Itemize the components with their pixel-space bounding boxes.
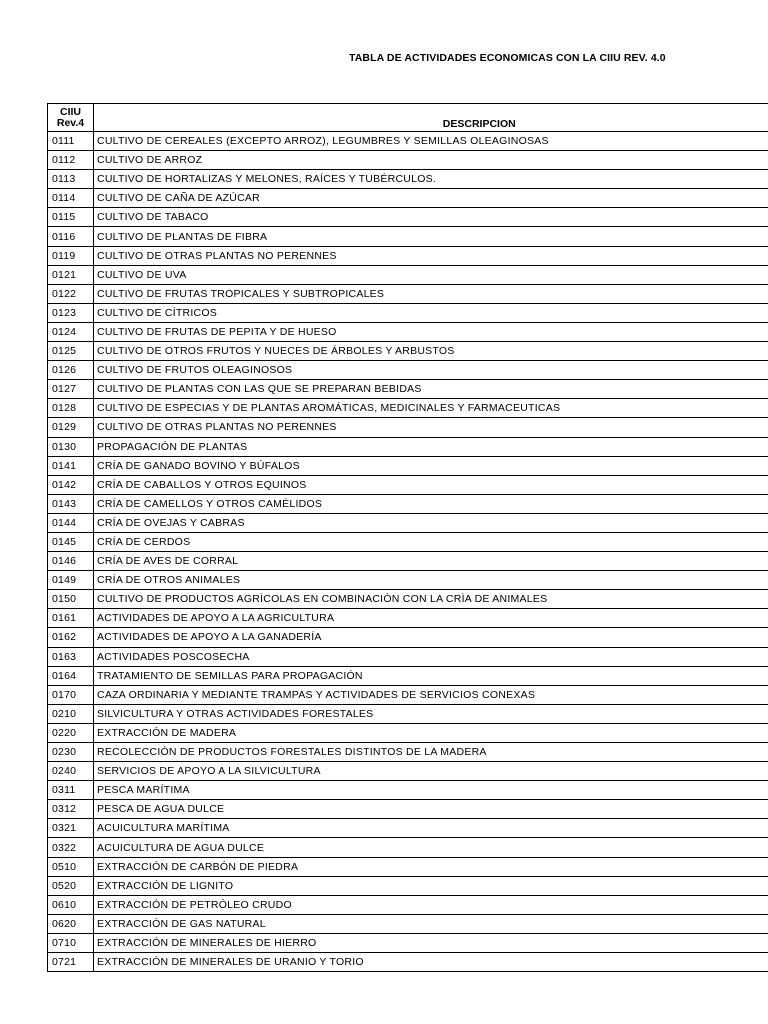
table-row	[48, 303, 768, 322]
table-row	[48, 246, 768, 265]
ciiu-code-cell: 0141	[48, 456, 94, 475]
table-row	[48, 781, 768, 800]
table-row	[48, 609, 768, 628]
table-row	[48, 857, 768, 876]
table-row	[48, 494, 768, 513]
ciiu-code-cell: 0162	[48, 628, 94, 647]
ciiu-code-cell: 0127	[48, 380, 94, 399]
column-header-code-line2: Rev.4	[56, 117, 85, 129]
table-row	[48, 170, 768, 189]
table-row	[48, 914, 768, 933]
table-header-row	[48, 104, 768, 132]
table-row	[48, 284, 768, 303]
activity-description-cell: CULTIVO DE OTRAS PLANTAS NO PERENNES	[94, 418, 768, 437]
ciiu-code-cell: 0145	[48, 532, 94, 551]
activity-description-cell: CRÍA DE CAMELLOS Y OTROS CAMÉLIDOS	[94, 494, 768, 513]
activity-description-cell: ACUICULTURA MARÍTIMA	[94, 819, 768, 838]
ciiu-code-cell: 0163	[48, 647, 94, 666]
table-row	[48, 838, 768, 857]
activity-description-cell: CULTIVO DE OTRAS PLANTAS NO PERENNES	[94, 246, 768, 265]
ciiu-code-cell: 0142	[48, 475, 94, 494]
ciiu-code-cell: 0112	[48, 151, 94, 170]
ciiu-code-cell: 0121	[48, 265, 94, 284]
activity-description-cell: CULTIVO DE FRUTOS OLEAGINOSOS	[94, 361, 768, 380]
table-row	[48, 456, 768, 475]
activity-description-cell: RECOLECCIÓN DE PRODUCTOS FORESTALES DISTINTOS DE LA MADERA	[94, 743, 768, 762]
table-row	[48, 418, 768, 437]
activity-description-cell: PESCA MARÍTIMA	[94, 781, 768, 800]
activity-description-cell: SERVICIOS DE APOYO A LA SILVICULTURA	[94, 762, 768, 781]
ciiu-code-cell: 0520	[48, 876, 94, 895]
table-row	[48, 571, 768, 590]
table-body	[48, 132, 768, 972]
ciiu-code-cell: 0128	[48, 399, 94, 418]
activity-description-cell: CRÍA DE CERDOS	[94, 532, 768, 551]
table-row	[48, 475, 768, 494]
activity-description-cell: CULTIVO DE ARROZ	[94, 151, 768, 170]
table-row	[48, 666, 768, 685]
activity-description-cell: PESCA DE AGUA DULCE	[94, 800, 768, 819]
table-row	[48, 532, 768, 551]
activity-description-cell: CULTIVO DE CÍTRICOS	[94, 303, 768, 322]
activity-description-cell: ACTIVIDADES DE APOYO A LA GANADERÍA	[94, 628, 768, 647]
activity-description-cell: EXTRACCIÓN DE LIGNITO	[94, 876, 768, 895]
table-row	[48, 399, 768, 418]
column-header-code	[48, 104, 94, 132]
activity-description-cell: CULTIVO DE PRODUCTOS AGRÌCOLAS EN COMBINACIÒN CON LA CRÌA DE ANIMALES	[94, 590, 768, 609]
activity-description-cell: PROPAGACIÓN DE PLANTAS	[94, 437, 768, 456]
table-row	[48, 552, 768, 571]
activity-description-cell: SILVICULTURA Y OTRAS ACTIVIDADES FORESTALES	[94, 704, 768, 723]
column-header-code-line1: CIIU	[60, 106, 81, 118]
ciiu-code-cell: 0150	[48, 590, 94, 609]
table-header	[48, 104, 768, 132]
ciiu-code-cell: 0721	[48, 953, 94, 972]
table-row	[48, 208, 768, 227]
table-row	[48, 227, 768, 246]
activity-description-cell: CULTIVO DE ESPECIAS Y DE PLANTAS AROMÁTICAS, MEDICINALES Y FARMACEUTICAS	[94, 399, 768, 418]
ciiu-code-cell: 0125	[48, 342, 94, 361]
ciiu-code-cell: 0210	[48, 704, 94, 723]
activity-description-cell: CULTIVO DE FRUTAS TROPICALES Y SUBTROPICALES	[94, 284, 768, 303]
ciiu-code-cell: 0113	[48, 170, 94, 189]
ciiu-code-cell: 0620	[48, 914, 94, 933]
table-row	[48, 361, 768, 380]
table-row	[48, 151, 768, 170]
activity-description-cell: CRÍA DE OVEJAS Y CABRAS	[94, 513, 768, 532]
table-row	[48, 953, 768, 972]
ciiu-code-cell: 0321	[48, 819, 94, 838]
ciiu-code-cell: 0143	[48, 494, 94, 513]
activity-description-cell: CRÍA DE AVES DE CORRAL	[94, 552, 768, 571]
ciiu-code-cell: 0710	[48, 933, 94, 952]
ciiu-code-cell: 0220	[48, 723, 94, 742]
table-row	[48, 685, 768, 704]
ciiu-code-cell: 0322	[48, 838, 94, 857]
table-row	[48, 380, 768, 399]
activity-description-cell: CRÍA DE CABALLOS Y OTROS EQUINOS	[94, 475, 768, 494]
activity-description-cell: TRATAMIENTO DE SEMILLAS PARA PROPAGACIÓN	[94, 666, 768, 685]
table-row	[48, 590, 768, 609]
ciiu-code-cell: 0130	[48, 437, 94, 456]
ciiu-code-cell: 0161	[48, 609, 94, 628]
table-row	[48, 895, 768, 914]
activity-description-cell: CULTIVO DE FRUTAS DE PEPITA Y DE HUESO	[94, 322, 768, 341]
column-header-description: DESCRIPCION	[94, 104, 768, 132]
ciiu-code-cell: 0230	[48, 743, 94, 762]
ciiu-code-cell: 0149	[48, 571, 94, 590]
activity-description-cell: CULTIVO DE TABACO	[94, 208, 768, 227]
table-row	[48, 342, 768, 361]
table-row	[48, 800, 768, 819]
activity-description-cell: EXTRACCIÓN DE GAS NATURAL	[94, 914, 768, 933]
table-row	[48, 762, 768, 781]
activity-description-cell: ACTIVIDADES POSCOSECHA	[94, 647, 768, 666]
table-row	[48, 189, 768, 208]
ciiu-code-cell: 0510	[48, 857, 94, 876]
activity-description-cell: EXTRACCIÓN DE PETRÓLEO CRUDO	[94, 895, 768, 914]
ciiu-code-cell: 0122	[48, 284, 94, 303]
ciiu-code-cell: 0114	[48, 189, 94, 208]
table-row	[48, 819, 768, 838]
ciiu-code-cell: 0146	[48, 552, 94, 571]
activity-description-cell: ACUICULTURA DE AGUA DULCE	[94, 838, 768, 857]
table-row	[48, 876, 768, 895]
ciiu-code-cell: 0115	[48, 208, 94, 227]
ciiu-code-cell: 0111	[48, 132, 94, 151]
table-row	[48, 437, 768, 456]
activity-description-cell: CULTIVO DE HORTALIZAS Y MELONES, RAÍCES Y TUBÉRCULOS.	[94, 170, 768, 189]
ciiu-code-cell: 0144	[48, 513, 94, 532]
ciiu-code-cell: 0610	[48, 895, 94, 914]
table-row	[48, 322, 768, 341]
ciiu-code-cell: 0312	[48, 800, 94, 819]
activity-description-cell: CULTIVO DE PLANTAS CON LAS QUE SE PREPARAN BEBIDAS	[94, 380, 768, 399]
activity-description-cell: EXTRACCIÓN DE MINERALES DE URANIO Y TORIO	[94, 953, 768, 972]
table-row	[48, 933, 768, 952]
ciiu-code-cell: 0124	[48, 322, 94, 341]
ciiu-code-cell: 0129	[48, 418, 94, 437]
page-title: TABLA DE ACTIVIDADES ECONOMICAS CON LA CIIU REV. 4.0	[349, 52, 666, 64]
activity-description-cell: ACTIVIDADES DE APOYO A LA AGRICULTURA	[94, 609, 768, 628]
table-row	[48, 628, 768, 647]
activity-description-cell: EXTRACCIÓN DE MADERA	[94, 723, 768, 742]
ciiu-code-cell: 0240	[48, 762, 94, 781]
activity-description-cell: CRÍA DE OTROS ANIMALES	[94, 571, 768, 590]
table-row	[48, 513, 768, 532]
activity-description-cell: EXTRACCIÓN DE CARBÓN DE PIEDRA	[94, 857, 768, 876]
ciiu-activities-table	[47, 103, 768, 972]
ciiu-code-cell: 0164	[48, 666, 94, 685]
activity-description-cell: EXTRACCIÓN DE MINERALES DE HIERRO	[94, 933, 768, 952]
table-row	[48, 265, 768, 284]
table-row	[48, 647, 768, 666]
ciiu-code-cell: 0170	[48, 685, 94, 704]
ciiu-code-cell: 0116	[48, 227, 94, 246]
activity-description-cell: CULTIVO DE CEREALES (EXCEPTO ARROZ), LEGUMBRES Y SEMILLAS OLEAGINOSAS	[94, 132, 768, 151]
ciiu-code-cell: 0119	[48, 246, 94, 265]
activity-description-cell: CULTIVO DE UVA	[94, 265, 768, 284]
activity-description-cell: CULTIVO DE CAÑA DE AZÚCAR	[94, 189, 768, 208]
activity-description-cell: CULTIVO DE OTROS FRUTOS Y NUECES DE ÁRBOLES Y ARBUSTOS	[94, 342, 768, 361]
table-row	[48, 723, 768, 742]
table-row	[48, 743, 768, 762]
table-row	[48, 704, 768, 723]
table-row	[48, 132, 768, 151]
activity-description-cell: CRÍA DE GANADO BOVINO Y BÚFALOS	[94, 456, 768, 475]
ciiu-code-cell: 0311	[48, 781, 94, 800]
activity-description-cell: CULTIVO DE PLANTAS DE FIBRA	[94, 227, 768, 246]
activity-description-cell: CAZA ORDINARIA Y MEDIANTE TRAMPAS Y ACTIVIDADES DE SERVICIOS CONEXAS	[94, 685, 768, 704]
ciiu-code-cell: 0126	[48, 361, 94, 380]
ciiu-code-cell: 0123	[48, 303, 94, 322]
